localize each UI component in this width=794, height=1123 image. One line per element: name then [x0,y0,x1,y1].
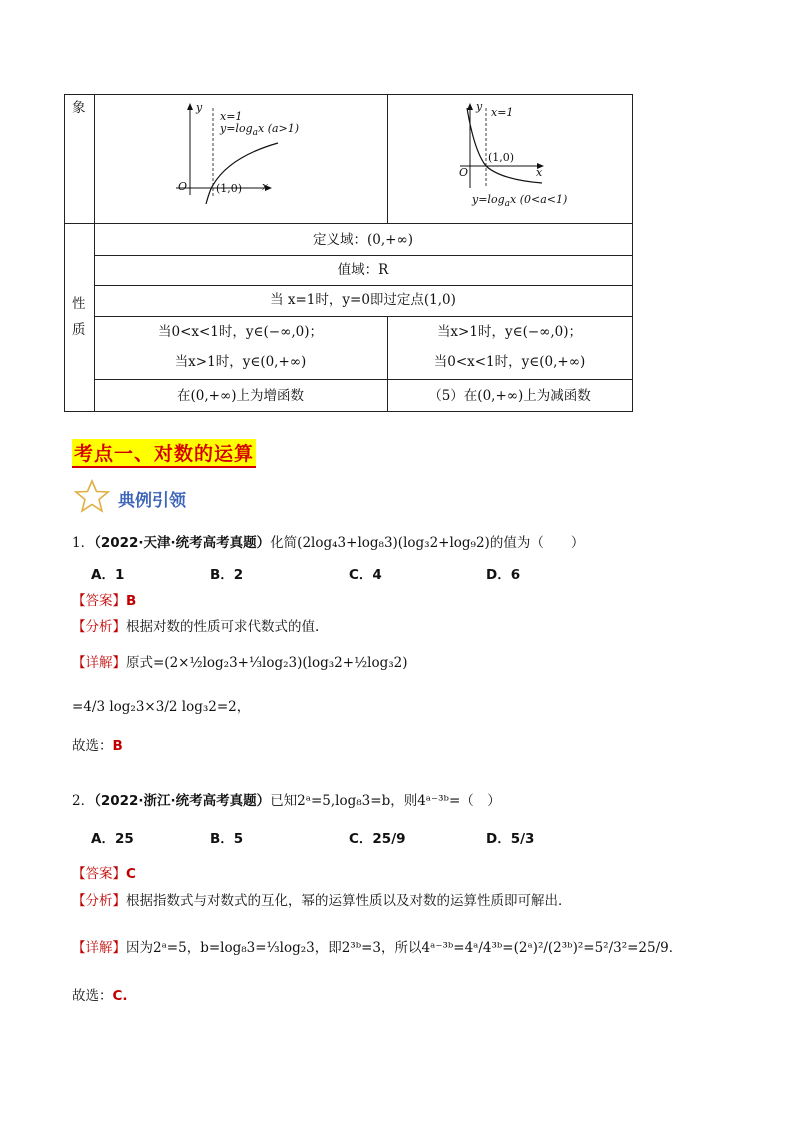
q2-option-d: D．5/3 [486,831,535,847]
q1-option-c: C．4 [349,567,382,583]
graph2-origin: O [459,166,469,179]
q1-detail-line2: =4/3 log₂3×3/2 log₃2=2， [72,699,251,715]
decreasing-case-2: 当0<x<1时，y∈(0,+∞) [433,354,586,370]
q2-option-c: C．25/9 [349,831,406,847]
graph2-func: $y=\log_ax$ (0<a<1) [472,193,568,210]
graph2-point: (1,0) [488,151,515,164]
graph1-x-eq: x=1 [220,110,243,123]
star-icon [74,479,110,513]
increasing-monotonic: 在(0,+∞)上为增函数 [177,388,304,404]
graph1-origin: O [178,180,188,193]
graph1-y-label: y [196,101,203,114]
increasing-case-1: 当0<x<1时，y∈(−∞,0)； [157,324,323,340]
domain-text: 定义域：(0,+∞) [313,232,413,248]
q1-choose: 故选：B [72,738,123,754]
row-label-image: 象 [72,100,86,116]
q1-analysis: 【分析】根据对数的性质可求代数式的值. [72,619,320,635]
q1-option-d: D．6 [486,567,521,583]
q2-option-a: A．25 [91,831,134,847]
graph2-y-label: y [476,100,483,113]
q1-answer: 【答案】B [72,593,137,609]
example-title: 典例引领 [118,491,186,511]
range-text: 值域：R [337,262,389,278]
q2-choose: 故选：C. [72,988,128,1004]
graph1-point: (1,0) [216,182,243,195]
graph2-x-label: x [536,166,543,179]
graph2-x-eq: x=1 [491,106,514,119]
q2-analysis: 【分析】根据指数式与对数式的互化，幂的运算性质以及对数的运算性质即可解出． [72,893,572,909]
q1-stem: 1．（2022·天津·统考高考真题）化简(2log₄3+log₈3)(log₃2+log₉2)的值为（ ） [72,535,585,551]
q2-stem: 2．（2022·浙江·统考高考真题）已知2ᵃ=5,log₈3=b，则4ᵃ⁻³ᵇ=（ ） [72,793,501,809]
decreasing-case-1: 当x>1时，y∈(−∞,0)； [436,324,583,340]
q2-option-b: B．5 [210,831,244,847]
row-label-props-2: 质 [72,322,86,338]
q2-detail: 【详解】因为2ᵃ=5，b=log₈3=⅓log₂3，即2³ᵇ=3，所以4ᵃ⁻³ᵇ=4ᵃ/4³ᵇ=(2ᵃ)²/(2³ᵇ)²=5²/3²=25/9． [72,940,683,956]
row-label-props-1: 性 [72,296,86,312]
fixed-point-text: 当 x=1时，y=0即过定点(1,0) [270,292,456,308]
q1-detail-line1: 【详解】原式=(2×½log₂3+⅓log₂3)(log₃2+½log₃2) [72,655,408,671]
section-heading: 考点一、对数的运算 [72,439,256,468]
q1-option-b: B．2 [210,567,244,583]
graph1-x-label: x [262,180,269,193]
q1-option-a: A．1 [91,567,125,583]
q2-answer: 【答案】C [72,866,136,882]
graph1-func: $y=\log_ax$ (a>1) [220,122,300,139]
increasing-case-2: 当x>1时，y∈(0,+∞) [174,354,307,370]
decreasing-monotonic: （5）在(0,+∞)上为减函数 [428,388,591,404]
